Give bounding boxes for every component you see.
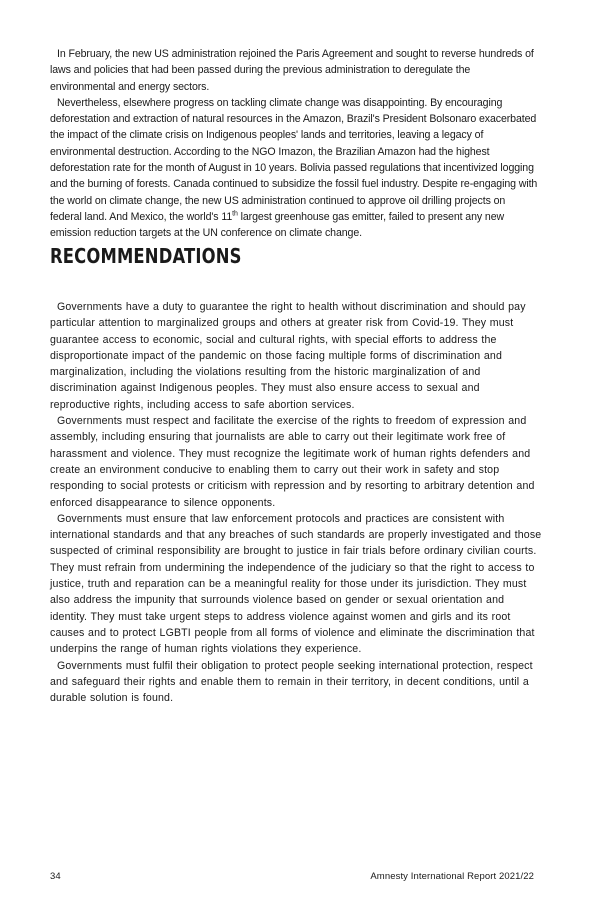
publication-title: Amnesty International Report 2021/22	[370, 871, 534, 882]
intro-paragraph-2-text: Nevertheless, elsewhere progress on tackling climate change was disappointing. By encouraging deforestation and extraction of natural resources in the Amazon, Brazil's President Bolsonaro exacerbated the impact of the climate crisis on Indigenous peoples' lands and territories, leaving a legacy of environmental destruction. According to the NGO Imazon, the Brazilian Amazon had the highest deforestation rate for the month of August in 10 years. Bolivia passed regulations that incentivized logging and the burning of forests. Canada continued to subsidize the fossil fuel industry. Despite re-engaging with the world on climate change, the new US administration continued to approve oil drilling projects on federal land. And Mexico, the world's 11	[50, 96, 538, 223]
superscript-ordinal: th	[232, 210, 238, 218]
intro-section	[50, 46, 538, 242]
recommendations-body	[50, 299, 542, 706]
section-heading: RECOMMENDATIONS	[50, 244, 242, 268]
recommendation-paragraph: Governments have a duty to guarantee the right to health without discrimination and should pay particular attention to marginalized groups and others at greater risk from Covid-19. They must guarantee access to economic, social and cultural rights, with special efforts to address the disproportionate impact of the pandemic on those facing multiple forms of discrimination and marginalization, including the violations resulting from the historic marginalization of and discrimination against Indigenous peoples. They must also ensure access to sexual and reproductive rights, including access to safe abortion services.	[50, 301, 526, 411]
recommendation-paragraph: Governments must respect and facilitate the exercise of the rights to freedom of expression and assembly, including ensuring that journalists are able to carry out their legitimate work free of harassment and violence. They must recognize the legitimate work of human rights defenders and create an environment conducive to enabling them to carry out their work in safety and stop responding to social protests or criticism with repression and by resorting to arbitrary detention and enforced disappearance to silence opponents.	[50, 415, 535, 509]
intro-paragraph-2-text-end: largest greenhouse gas emitter, failed to present any new emission reduction targets at the UN conference on climate change.	[50, 210, 505, 240]
page-number: 34	[50, 871, 61, 882]
intro-paragraph-1: In February, the new US administration rejoined the Paris Agreement and sought to reverse hundreds of laws and policies that had been passed during the previous administration to deregulate the environmental and energy sectors.	[50, 48, 534, 93]
recommendation-paragraph: Governments must fulfil their obligation to protect people seeking international protection, respect and safeguard their rights and enable them to remain in their territory, in decent conditions, until a durable solution is found.	[50, 659, 533, 705]
recommendation-paragraph: Governments must ensure that law enforcement protocols and practices are consistent with international standards and that any breaches of such standards are properly investigated and those suspected of criminal responsibility are brought to justice in fair trials before ordinary civilian courts. They must refrain from undermining the independence of the judiciary so that the right to access to justice, truth and reparation can be a meaningful reality for those under its jurisdiction. They must also address the impunity that surrounds violence based on gender or sexual orientation and identity. They must take urgent steps to address violence against women and girls and its root causes and to protect LGBTI people from all forms of violence and eliminate the discrimination that underpins the range of human rights violations they experience.	[50, 512, 542, 656]
intro-paragraph-2	[50, 95, 538, 242]
